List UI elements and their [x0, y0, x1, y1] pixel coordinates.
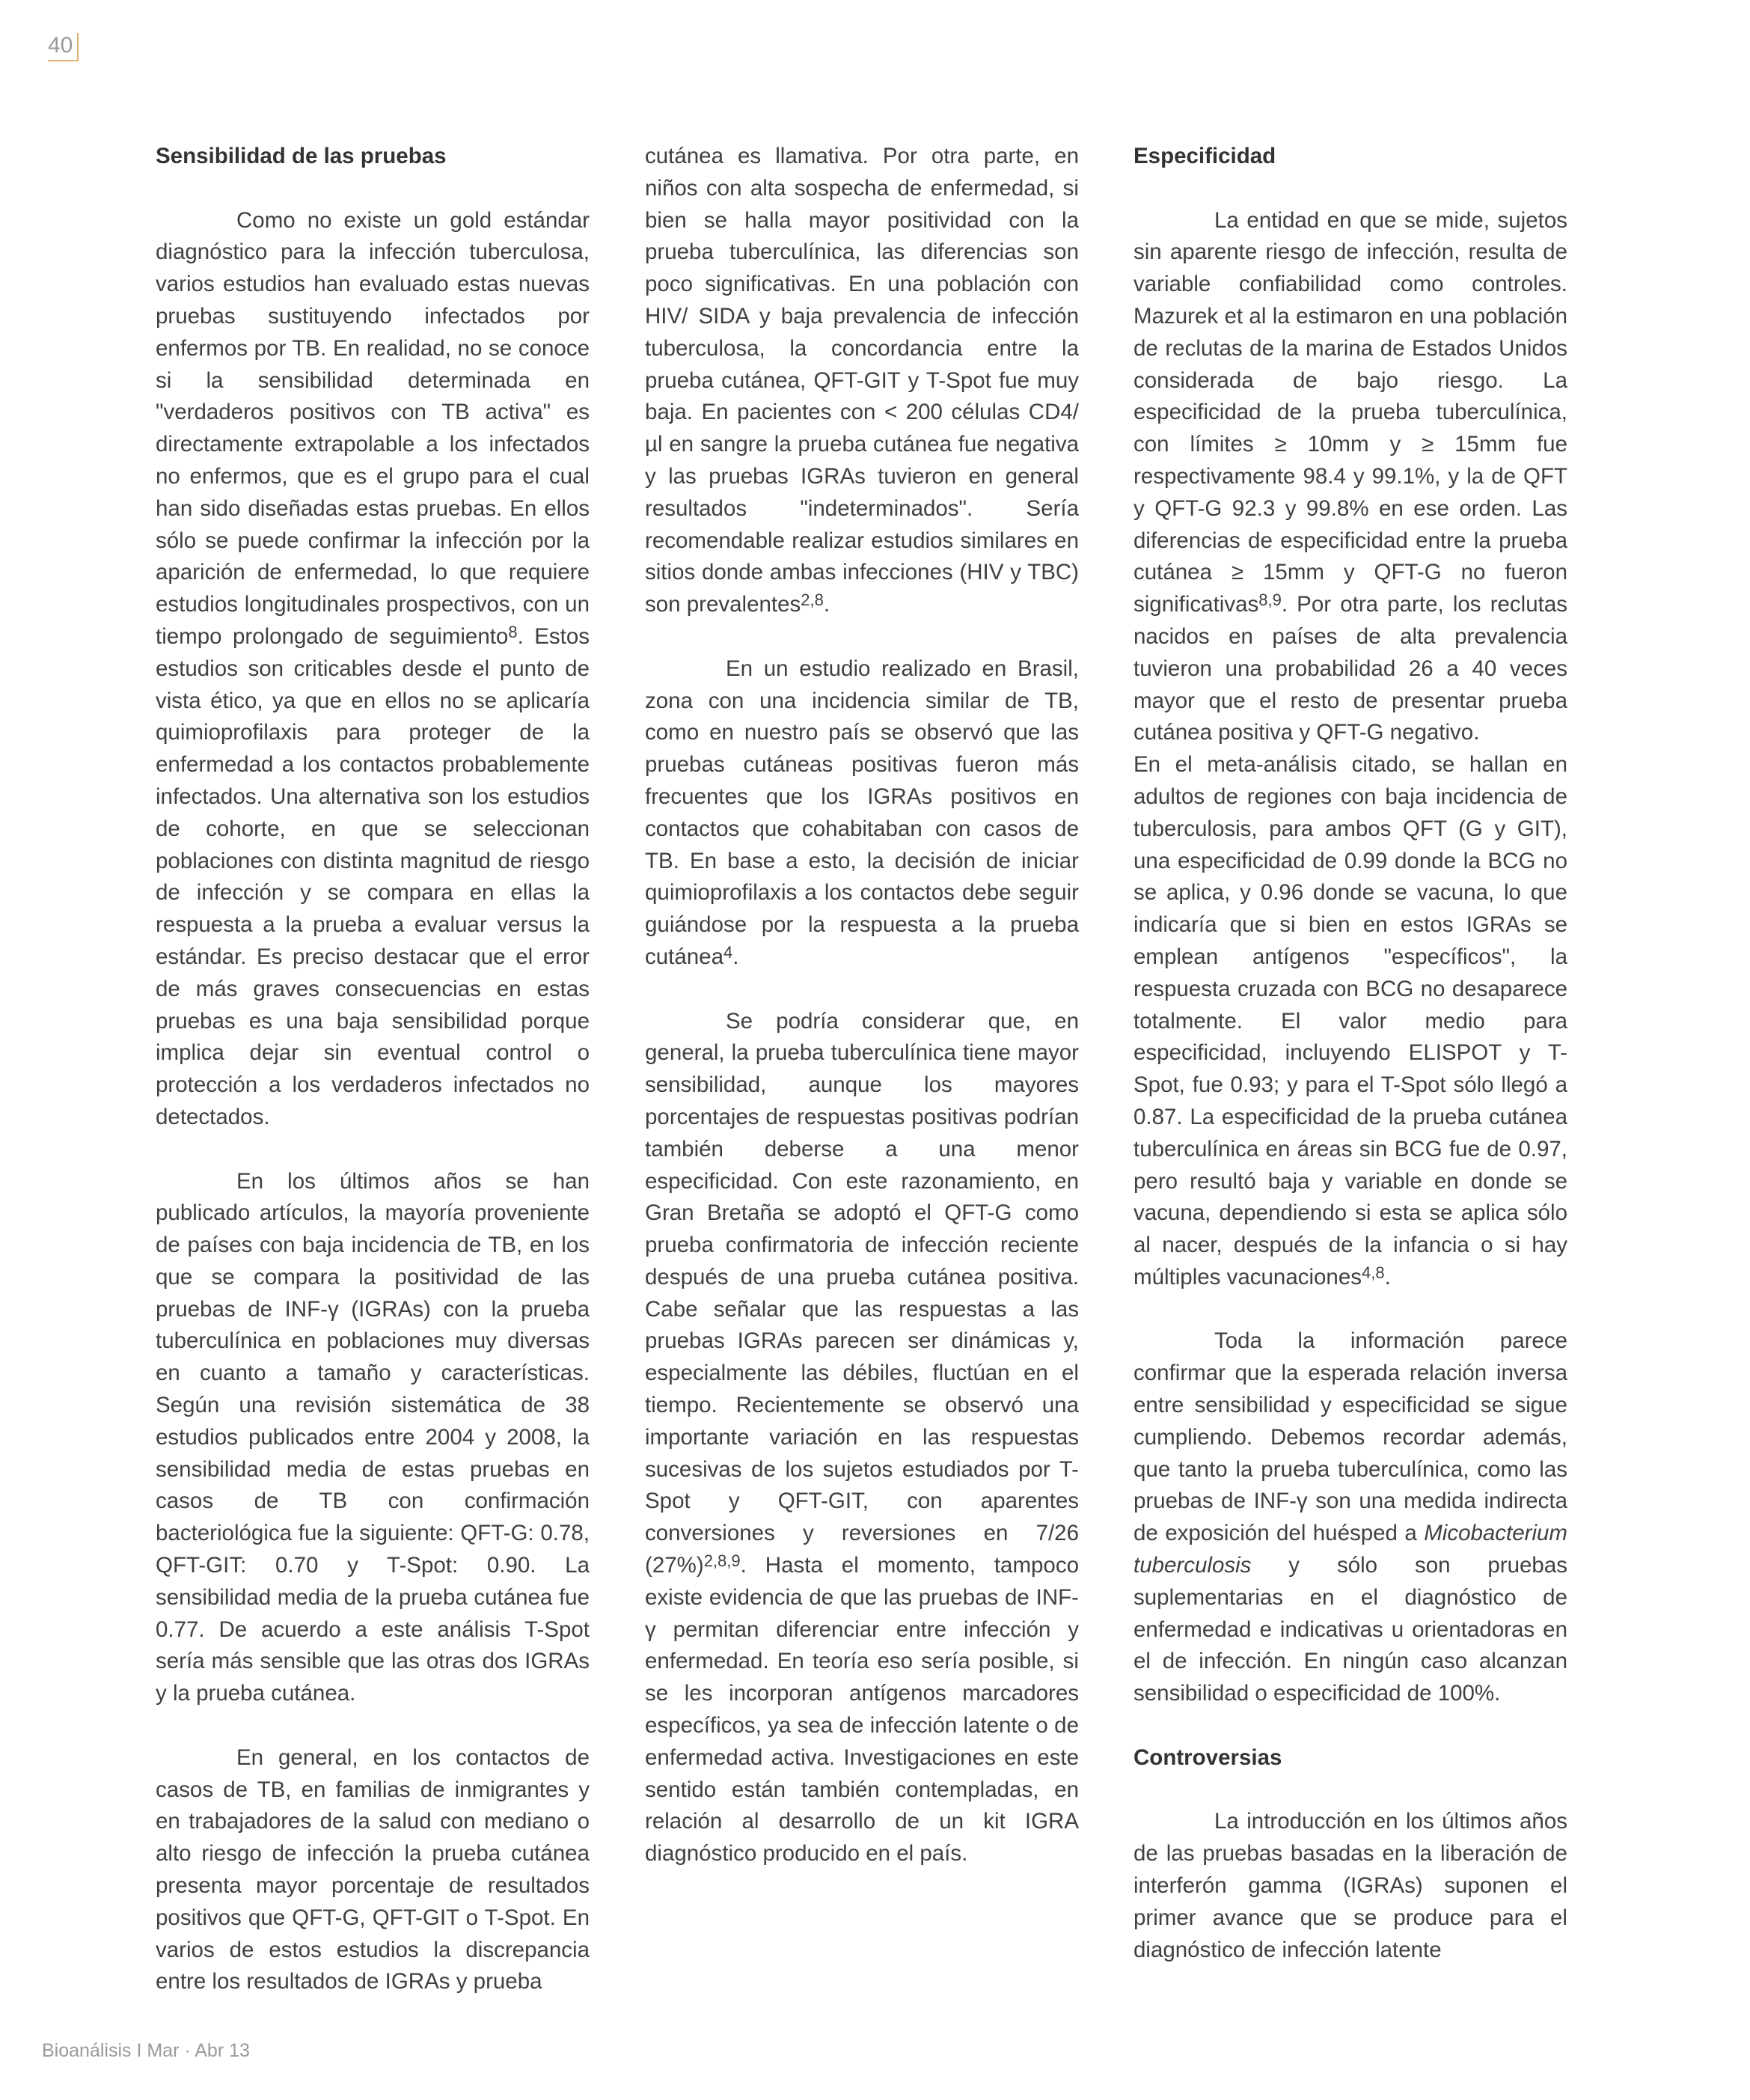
- reference: 8,9: [1258, 590, 1282, 610]
- reference: 8: [508, 622, 518, 641]
- paragraph: Se podría considerar que, en general, la prueba tuberculínica tiene mayor sensibilidad, aunque los mayores porcentajes de respuestas positivas podrían también deberse a una menor especificidad. Con este razonamiento, en Gran Bretaña se adoptó el QFT-G como prueba confirmatoria de infección reciente después de una prueba cutánea positiva. Cabe señalar que las respuestas a las pruebas IGRAs parecen ser dinámicas y, especialmente las débiles, fluctúan en el tiempo. Recientemente se observó una importante variación en las respuestas sucesivas de los sujetos estudiados por T-Spot y QFT-GIT, con aparentes conversiones y reversiones en 7/26 $(27\%)^{2,8,9}$. Hasta el momento, tampoco existe evidencia de que las pruebas de INF-γ permitan diferenciar entre infección y enfermedad. En teoría eso sería posible, si se les incorporan antígenos marcadores específicos, ya sea de infección latente o de enfermedad activa. Investigaciones en este sentido están también contempladas, en relación al desarrollo de un kit IGRA diagnóstico producido en el país.: [645, 1008, 1079, 1867]
- paragraph: En un estudio realizado en Brasil, zona con una incidencia similar de TB, como en nuestro país se observó que las pruebas cutáneas positivas fueron más frecuentes que los IGRAs positivos en contactos que cohabitaban con casos de TB. En base a esto, la decisión de iniciar quimioprofilaxis a los contactos debe seguir guiándose por la respuesta a la prueba cutánea$^4$.: [645, 656, 1079, 969]
- heading-sensibilidad: Sensibilidad de las pruebas: [156, 144, 447, 168]
- paragraph: Como no existe un gold estándar diagnóstico para la infección tuberculosa, varios estudios han evaluado estas nuevas pruebas sustituyendo infectados por enfermos por TB. En realidad, no se conoce si la sensibilidad determinada en "verdaderos positivos con TB activa" es directamente extrapolable a los infectados no enfermos, que es el grupo para el cual han sido diseñadas estas pruebas. En ellos sólo se puede confirmar la infección por la aparición de enfermedad, lo que requiere estudios longitudinales prospectivos, con un tiempo prolongado de seguimiento$^8$. Estos estudios son criticables desde el punto de vista ético, ya que en ellos no se aplicaría quimioprofilaxis para proteger de la enfermedad a los contactos probablemente infectados. Una alternativa son los estudios de cohorte, en que se seleccionan poblaciones con distinta magnitud de riesgo de infección y se compara en ellas la respuesta a la prueba a evaluar versus la estándar. Es preciso destacar que el error de más graves consecuencias en estas pruebas es una baja sensibilidad porque implica dejar sin eventual control o protección a los verdaderos infectados no detectados.: [156, 207, 590, 1129]
- column-1: [156, 141, 590, 1998]
- paragraph: En los últimos años se han publicado artículos, la mayoría proveniente de países con baja incidencia de TB, en los que se compara la positividad de las pruebas de INF-γ (IGRAs) con la prueba tuberculínica en poblaciones muy diversas en cuanto a tamaño y características. Según una revisión sistemática de 38 estudios publicados entre 2004 y 2008, la sensibilidad media de estas pruebas en casos de TB con confirmación bacteriológica fue la siguiente: QFT-G: 0.78, QFT-GIT: 0.70 y T-Spot: 0.90. La sensibilidad media de la prueba cutánea fue 0.77. De acuerdo a este análisis T-Spot sería más sensible que las otras dos IGRAs y la prueba cutánea.: [156, 1168, 590, 1706]
- reference: 2,8: [801, 590, 824, 610]
- paragraph: Toda la información parece confirmar que la esperada relación inversa entre sensibilidad y especificidad se sigue cumpliendo. Debemos recordar además, que tanto la prueba tuberculínica, como las pruebas de INF-γ son una medida indirecta de exposición del huésped a Micobacterium tuberculosis y sólo son pruebas suplementarias en el diagnóstico de enfermedad e indicativas u orientadoras en el de infección. En ningún caso alcanzan sensibilidad o especificidad de 100%.: [1133, 1328, 1567, 1706]
- heading-especificidad: Especificidad: [1133, 144, 1276, 168]
- reference: 4,8: [1362, 1263, 1385, 1282]
- paragraph: La introducción en los últimos años de las pruebas basadas en la liberación de interferón gamma (IGRAs) suponen el primer avance que se produce para el diagnóstico de infección latente: [1133, 1809, 1567, 1962]
- footer: Bioanálisis I Mar · Abr 13: [42, 2040, 250, 2061]
- species-name: Micobacterium tuberculosis: [1133, 1521, 1567, 1578]
- column-3: [1133, 141, 1567, 1966]
- paragraph: En el meta-análisis citado, se hallan en adultos de regiones con baja incidencia de tuberculosis, para ambos QFT (G y GIT), una especificidad de 0.99 donde la BCG no se aplica, y 0.96 donde se vacuna, lo que indicaría que si bien en estos IGRAs se emplean antígenos "específicos", la respuesta cruzada con BCG no desaparece totalmente. El valor medio para especificidad, incluyendo ELISPOT y T-Spot, fue 0.93; y para el T-Spot sólo llegó a 0.87. La especificidad de la prueba cutánea tuberculínica en áreas sin BCG fue de 0.97, pero resultó baja y variable en donde se vacuna, dependiendo si esta se aplica sólo al nacer, después de la infancia o si hay múltiples vacunaciones$^{4,8}$.: [1133, 752, 1567, 1289]
- reference: 4: [723, 942, 733, 962]
- paragraph: En general, en los contactos de casos de TB, en familias de inmigrantes y en trabajadores de la salud con mediano o alto riesgo de infección la prueba cutánea presenta mayor porcentaje de resultados positivos que QFT-G, QFT-GIT o T-Spot. En varios de estos estudios la discrepancia entre los resultados de IGRAs y prueba: [156, 1745, 590, 1994]
- page-number: 40: [48, 33, 79, 61]
- column-2: [645, 141, 1079, 1870]
- heading-controversias: Controversias: [1133, 1745, 1282, 1770]
- paragraph: cutánea es llamativa. Por otra parte, en niños con alta sospecha de enfermedad, si bien se halla mayor positividad con la prueba tuberculínica, las diferencias son poco significativas. En una población con HIV/ SIDA y baja prevalencia de infección tuberculosa, la concordancia entre la prueba cutánea, QFT-GIT y T-Spot fue muy baja. En pacientes con < 200 células CD4/µl en sangre la prueba cutánea fue negativa y las pruebas IGRAs tuvieron en general resultados "indeterminados". Sería recomendable realizar estudios similares en sitios donde ambas infecciones (HIV y TBC) son prevalentes$^{2,8}$.: [645, 144, 1079, 617]
- paragraph: La entidad en que se mide, sujetos sin aparente riesgo de infección, resulta de variable confiabilidad como controles. Mazurek et al la estimaron en una población de reclutas de la marina de Estados Unidos considerada de bajo riesgo. La especificidad de la prueba tuberculínica, con límites ≥ 10mm y ≥ 15mm fue respectivamente 98.4 y 99.1%, y la de QFT y QFT-G 92.3 y 99.8% en ese orden. Las diferencias de especificidad entre la prueba cutánea ≥ 15mm y QFT-G no fueron significativas$^{8,9}$. Por otra parte, los reclutas nacidos en países de alta prevalencia tuvieron una probabilidad 26 a 40 veces mayor que el resto de presentar prueba cutánea positiva y QFT-G negativo.: [1133, 207, 1567, 745]
- reference: 2,8,9: [703, 1551, 741, 1571]
